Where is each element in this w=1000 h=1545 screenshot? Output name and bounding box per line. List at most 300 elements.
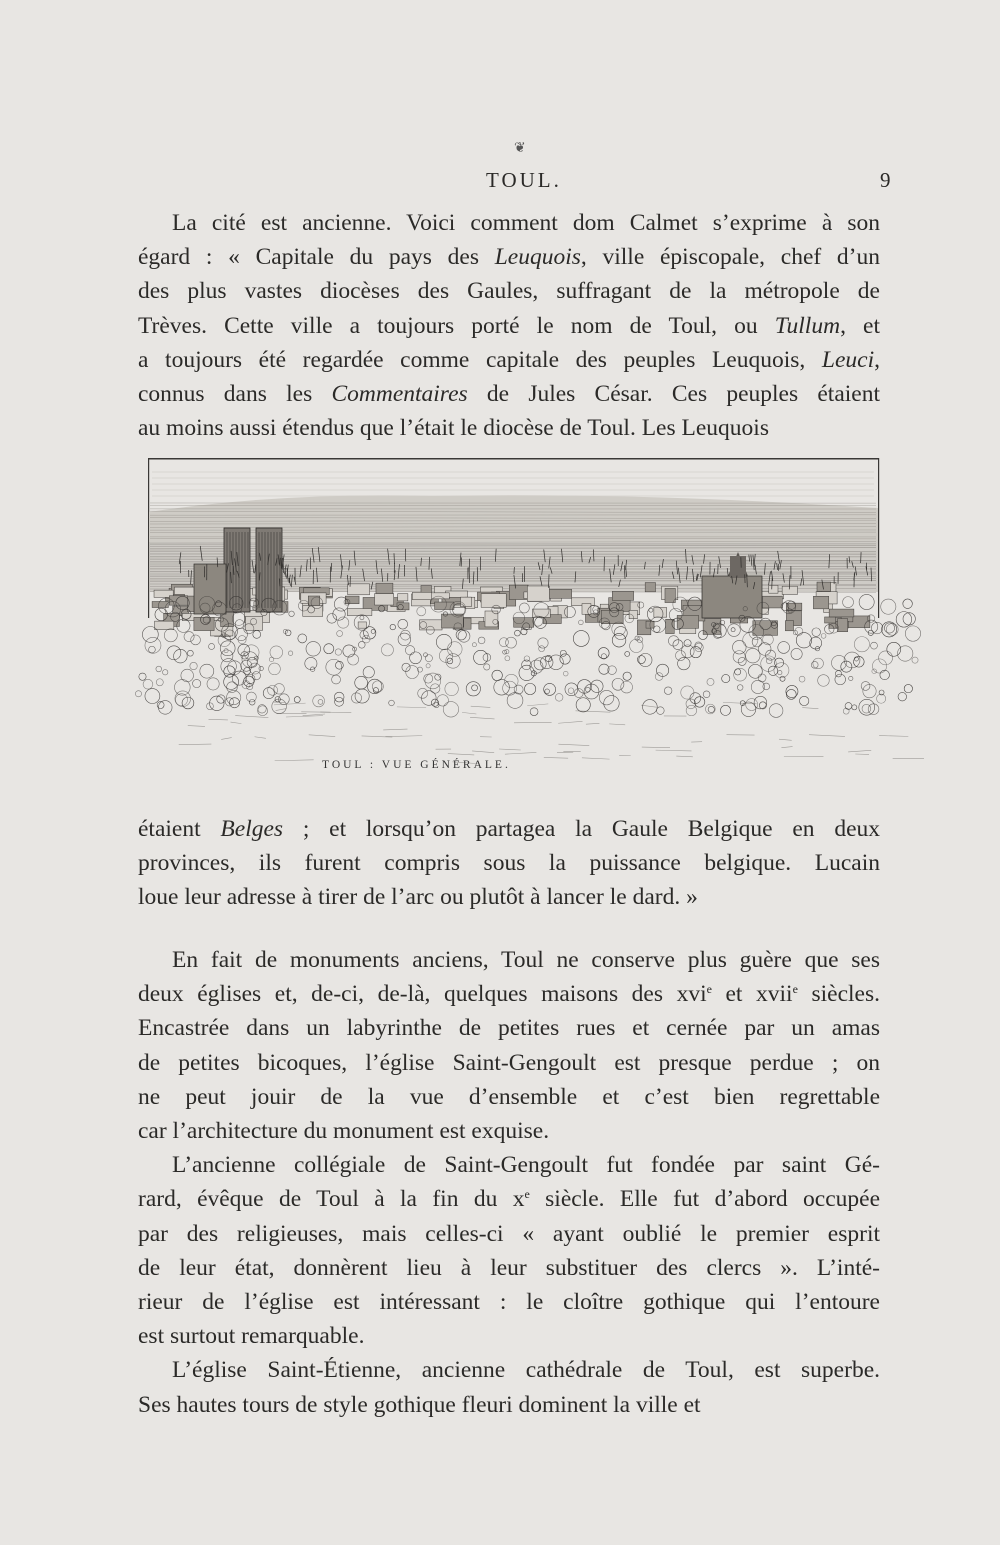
foliage (149, 646, 156, 653)
foliage (598, 648, 609, 659)
foliage (854, 656, 865, 667)
foliage (796, 633, 811, 648)
foliage (398, 633, 411, 646)
text-run: rieur de l’église est intéressant : le cloître gothique qui l’entoure (138, 1289, 880, 1316)
foliage (335, 661, 343, 669)
house (829, 609, 854, 617)
foliage (751, 680, 764, 693)
foliage (472, 685, 478, 691)
foliage (298, 634, 307, 643)
foliage (163, 670, 168, 675)
text-line (138, 1217, 880, 1251)
foliage (681, 686, 694, 699)
house (612, 591, 633, 600)
ground-hatch (656, 750, 692, 751)
text-run: des plus vastes diocèses des Gaules, suffragant de la métropole de (138, 278, 880, 305)
foliage (524, 683, 535, 694)
foliage (877, 694, 886, 703)
ground-hatch (472, 751, 494, 753)
foliage (774, 663, 789, 678)
foliage (418, 688, 428, 698)
figure-caption: TOUL : VUE GÉNÉRALE. (322, 759, 511, 771)
foliage (355, 676, 368, 689)
foliage (335, 649, 341, 655)
foliage (458, 630, 470, 642)
house (375, 594, 394, 605)
foliage (868, 704, 879, 715)
house (481, 594, 506, 608)
foliage (519, 665, 534, 680)
text-line (138, 1285, 880, 1319)
foliage (367, 679, 381, 693)
text-run: rard, évêque de Toul à la fin du x (138, 1186, 525, 1213)
superscript: e (524, 1187, 530, 1202)
foliage (145, 689, 160, 704)
text-run: ; et lorsqu’on partagea la Gaule Belgique en deux (283, 816, 880, 842)
ground-hatch (320, 712, 351, 713)
foliage (333, 608, 345, 620)
text-run: , ville épiscopale, chef d’un (580, 244, 880, 271)
foliage (363, 667, 374, 678)
foliage (668, 636, 678, 646)
foliage (585, 687, 590, 692)
text-line (138, 240, 880, 274)
running-head (0, 168, 1000, 194)
ground-hatch (499, 749, 521, 750)
house (412, 592, 431, 599)
text-line (138, 377, 880, 411)
foliage (217, 695, 225, 703)
text-line (138, 943, 880, 977)
foliage (720, 705, 730, 715)
foliage (327, 614, 337, 624)
text-line (138, 1046, 880, 1080)
house (825, 617, 836, 623)
foliage (576, 698, 590, 712)
foliage (630, 639, 643, 652)
foliage (886, 623, 898, 635)
text-block-top (138, 206, 880, 445)
cathedral-tower (256, 528, 282, 612)
foliage (242, 681, 250, 689)
ground-hatch (609, 724, 625, 725)
ground-hatch (586, 723, 599, 724)
text-line (138, 1388, 880, 1422)
foliage (191, 635, 201, 645)
text-line (138, 411, 880, 445)
ground-hatch (274, 703, 306, 705)
foliage (573, 631, 589, 647)
foliage (445, 682, 458, 695)
foliage (176, 694, 188, 706)
foliage (881, 599, 896, 614)
superscript: e (706, 982, 712, 997)
foliage (174, 680, 190, 696)
foliage (821, 633, 826, 638)
foliage (530, 708, 538, 716)
foliage (499, 638, 508, 647)
house (838, 619, 848, 632)
foliage (752, 637, 762, 647)
ground-hatch (235, 716, 268, 718)
ground-hatch (462, 712, 476, 714)
text-run: car l’architecture du monument est exquise. (138, 1118, 550, 1145)
ground-hatch (558, 744, 589, 745)
ground-hatch (544, 757, 568, 758)
text-run: La cité est ancienne. Voici comment dom Calmet s’exprime à son (172, 210, 880, 236)
house (532, 609, 550, 617)
house (785, 621, 793, 631)
foliage (904, 684, 912, 692)
foliage (746, 648, 760, 662)
foliage (207, 678, 219, 690)
foliage (246, 692, 256, 702)
ground-hatch (781, 747, 792, 748)
text-line (138, 206, 880, 240)
ground-hatch (275, 760, 314, 761)
foliage (763, 634, 774, 645)
foliage (478, 637, 485, 644)
foliage (483, 654, 491, 662)
text-run: étaient (138, 816, 221, 842)
foliage (343, 645, 355, 657)
text-run: siècle. Elle fut d’abord occupée (529, 1186, 880, 1213)
foliage (871, 642, 878, 649)
italic-term: Belges (220, 816, 284, 842)
foliage (832, 655, 847, 670)
foliage (733, 640, 747, 654)
text-line (138, 1182, 880, 1216)
foliage (355, 689, 369, 703)
engraving-figure (132, 452, 924, 792)
ground-hatch (179, 744, 212, 745)
foliage (505, 656, 510, 661)
foliage (769, 704, 783, 718)
foliage (306, 642, 321, 657)
foliage (358, 641, 365, 648)
text-run: égard : « Capitale du pays des (138, 244, 495, 271)
foliage (852, 705, 857, 710)
house (461, 597, 472, 607)
foliage (253, 630, 261, 638)
house (817, 582, 831, 591)
text-run: et xvii (711, 981, 793, 1008)
text-line (138, 343, 880, 377)
foliage (390, 624, 395, 629)
house (629, 610, 637, 618)
foliage (835, 674, 846, 685)
foliage (791, 648, 802, 659)
house (549, 589, 572, 598)
foliage (174, 649, 188, 663)
ground-hatch (527, 704, 548, 706)
text-line (138, 1251, 880, 1285)
text-run: L’église Saint-Étienne, ancienne cathédrale de Toul, est superbe. (172, 1357, 880, 1384)
text-run: Ses hautes tours de style gothique fleuri dominent la ville et (138, 1391, 701, 1418)
italic-term: Leuquois (494, 244, 581, 271)
foliage (410, 652, 422, 664)
foliage (443, 702, 458, 717)
foliage (799, 676, 805, 682)
foliage (758, 643, 771, 656)
ground-hatch (397, 707, 426, 708)
foliage (324, 644, 334, 654)
ground-hatch (641, 705, 656, 707)
ground-hatch (676, 756, 693, 757)
foliage (274, 684, 284, 694)
frame-line (148, 458, 878, 460)
house (782, 586, 797, 594)
house (677, 615, 698, 628)
foliage (466, 682, 480, 696)
church-tower (730, 556, 746, 578)
text-run: de leur état, donnèrent lieu à leur substituer des clercs ». L’inté- (138, 1254, 880, 1281)
foliage (896, 612, 912, 628)
text-run: par des religieuses, mais celles-ci « ayant oublié le premier esprit (138, 1220, 880, 1247)
text-line (138, 880, 880, 914)
foliage (425, 673, 441, 689)
foliage (898, 692, 907, 701)
foliage (758, 674, 766, 682)
text-run: deux églises et, de-ci, de-là, quelques maisons des xvi (138, 981, 707, 1008)
text-run: de petites bicoques, l’église Saint-Gengoult est presque perdue ; on (138, 1049, 880, 1076)
text-run: de Jules César. Ces peuples étaient (467, 381, 880, 408)
foliage (360, 616, 364, 620)
foliage (484, 664, 490, 670)
foliage (269, 663, 281, 675)
ground-hatch (231, 722, 242, 724)
ground-hatch (505, 752, 536, 754)
foliage (768, 666, 777, 675)
text-line (138, 1353, 880, 1387)
foliage (905, 626, 920, 641)
text-line (138, 812, 880, 846)
foliage (835, 671, 841, 677)
ground-hatch (848, 750, 871, 752)
foliage (579, 620, 584, 625)
foliage (912, 657, 918, 663)
ground-hatch (221, 738, 231, 740)
foliage (703, 691, 710, 698)
foliage (371, 629, 375, 633)
foliage (270, 646, 283, 659)
foliage (405, 646, 414, 655)
foliage (843, 708, 849, 714)
foliage (417, 607, 426, 616)
ground-hatch (470, 717, 494, 719)
foliage (728, 624, 741, 637)
foliage (142, 626, 158, 642)
text-line (138, 1319, 880, 1353)
foliage (903, 599, 913, 609)
text-line (138, 1114, 880, 1148)
text-block-bottom (138, 943, 880, 1422)
foliage (145, 637, 161, 653)
text-line (138, 274, 880, 308)
foliage (898, 646, 913, 661)
foliage (249, 699, 255, 705)
foliage (675, 651, 685, 661)
foliage (743, 632, 758, 647)
foliage (224, 666, 235, 677)
foliage (748, 664, 762, 678)
foliage (337, 631, 343, 637)
foliage (515, 630, 521, 636)
ground-hatch (471, 706, 491, 707)
ground-hatch (514, 722, 552, 723)
foliage (612, 678, 624, 690)
foliage (708, 706, 714, 712)
foliage (181, 669, 194, 682)
house (514, 618, 534, 628)
foliage (621, 681, 633, 693)
text-run: , et (840, 312, 880, 339)
foliage (737, 685, 743, 691)
foliage (135, 691, 141, 697)
foliage (872, 669, 877, 674)
foliage (843, 597, 854, 608)
text-run: est surtout remarquable. (138, 1323, 365, 1350)
foliage (684, 640, 691, 647)
text-line (138, 846, 880, 880)
foliage (232, 612, 245, 625)
text-run: En fait de monuments anciens, Toul ne conserve plus guère que ses (172, 947, 880, 973)
ground-hatch (385, 736, 422, 737)
printer-mark: ❦ (514, 141, 526, 156)
text-line (138, 1011, 880, 1045)
page-number: 9 (880, 168, 891, 192)
foliage (686, 705, 697, 716)
foliage (472, 643, 476, 647)
house (345, 596, 359, 604)
house (654, 608, 667, 618)
foliage (398, 619, 408, 629)
foliage (193, 679, 201, 687)
italic-term: Leuci (821, 346, 875, 373)
foliage (854, 657, 858, 661)
foliage (534, 658, 546, 670)
foliage (818, 675, 830, 687)
foliage (139, 673, 146, 680)
ground-hatch (642, 747, 670, 748)
foliage (733, 651, 745, 663)
foliage (859, 594, 874, 609)
house (155, 621, 174, 629)
text-run: connus dans les (138, 381, 332, 408)
house (152, 601, 168, 607)
ground-hatch (255, 737, 266, 739)
foliage (563, 671, 568, 676)
text-block-middle (138, 812, 880, 915)
ground-hatch (779, 739, 792, 740)
foliage (184, 632, 194, 642)
engraving-illustration (132, 452, 924, 792)
foliage (786, 685, 798, 697)
foliage (514, 685, 523, 694)
foliage (318, 699, 323, 704)
house (786, 603, 802, 610)
foliage (187, 650, 193, 656)
foliage (654, 626, 660, 632)
foliage (722, 674, 730, 682)
foliage (229, 698, 239, 708)
foliage (657, 707, 665, 715)
foliage (156, 666, 162, 672)
foliage (707, 678, 714, 685)
house (527, 586, 549, 601)
text-line (138, 1080, 880, 1114)
foliage (381, 644, 393, 656)
ground-hatch (879, 736, 908, 737)
text-run: ne peut jouir de la vue d’ensemble et c’est bien regrettable (138, 1083, 880, 1110)
house (398, 594, 408, 601)
foliage (813, 658, 824, 669)
house (645, 583, 655, 592)
text-line (138, 1148, 880, 1182)
house (762, 596, 782, 608)
foliage (190, 662, 197, 669)
text-line (138, 309, 880, 343)
ground-hatch (309, 735, 335, 737)
foliage (143, 679, 153, 689)
ground-hatch (448, 754, 474, 755)
foliage (778, 642, 790, 654)
house (769, 585, 778, 593)
foliage (560, 650, 566, 656)
foliage (389, 700, 395, 706)
foliage (332, 675, 341, 684)
foliage (735, 669, 741, 675)
foliage (555, 694, 563, 702)
house (348, 584, 370, 595)
text-line (138, 977, 880, 1011)
text-run: loue leur adresse à tirer de l’arc ou plutôt à lancer le dard. » (138, 884, 698, 911)
foliage (673, 640, 683, 650)
frame-line (878, 458, 879, 618)
foliage (849, 676, 853, 680)
church-nave (702, 576, 762, 618)
cathedral-tower (224, 528, 250, 612)
foliage (778, 670, 782, 674)
foliage (519, 603, 529, 613)
text-run: Trèves. Cette ville a toujours porté le nom de Toul, ou (138, 312, 775, 339)
foliage (854, 637, 869, 652)
foliage (259, 666, 263, 670)
ground-hatch (582, 758, 610, 759)
house (358, 622, 366, 628)
foliage (625, 651, 630, 656)
foliage (406, 666, 419, 679)
foliage (437, 695, 448, 706)
ground-hatch (276, 709, 287, 711)
text-run: au moins aussi étendus que l’était le diocèse de Toul. Les Leuquois (138, 415, 769, 442)
text-run: , (874, 346, 880, 373)
house (347, 609, 372, 616)
foliage (786, 689, 796, 699)
foliage (285, 630, 291, 636)
foliage (164, 629, 177, 642)
foliage (731, 628, 735, 632)
foliage (880, 670, 890, 680)
foliage (294, 697, 300, 703)
foliage (545, 689, 550, 694)
ground-hatch (809, 735, 845, 737)
foliage (268, 685, 278, 695)
house (666, 619, 675, 633)
foliage (800, 696, 809, 705)
superscript: e (792, 982, 798, 997)
text-run: L’ancienne collégiale de Saint-Gengoult fut fondée par saint Gé- (172, 1152, 880, 1179)
